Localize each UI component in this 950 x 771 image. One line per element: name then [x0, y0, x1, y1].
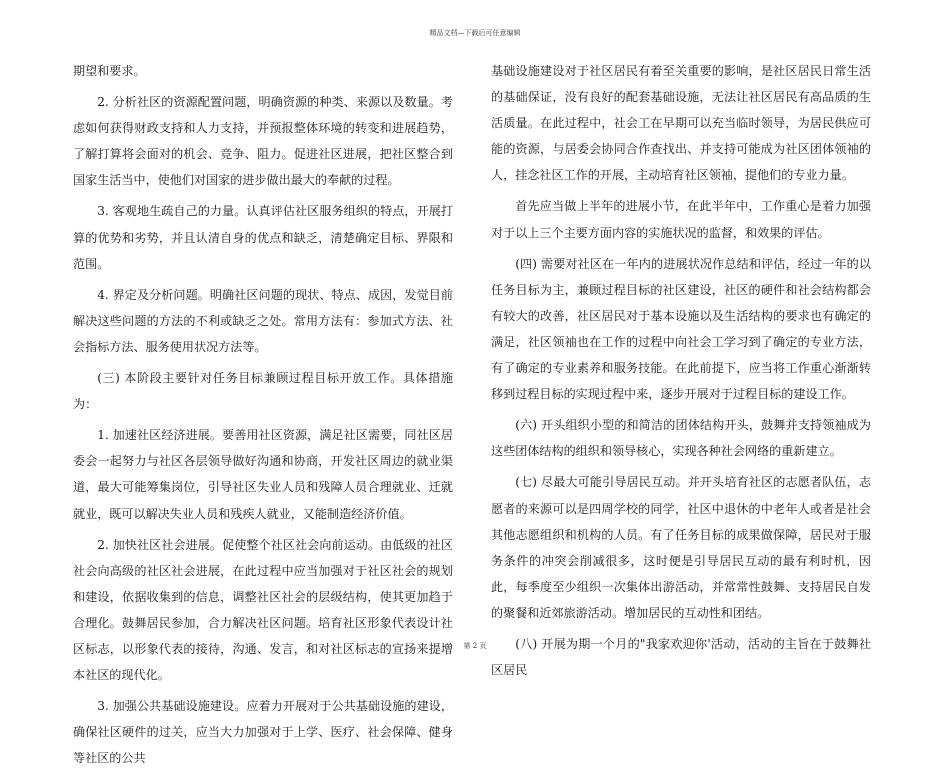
paragraph: (四) 需要对社区在一年内的进展状况作总结和评估，经过一年的以任务目标为主，兼顾过程目标的社区建设，社区的硬件和社会结构都会有较大的改善，社区居民对于基本设施以及生活结构的要求也有确定的满足，社区领袖也在工作的过程中向社会工学习到了确定的专业方法，有了确定的专业素养和服务技能。在此前提下，应当将工作重心渐渐转移到过程目标的实现过程中来，逐步开展对于过程目标的建设工作。: [491, 256, 871, 402]
paragraph: 期望和要求。: [73, 64, 146, 78]
paragraph: (六) 开头组织小型的和简洁的团体结构开头，鼓舞并支持领袖成为这些团体结构的组织和领导核心，实现各种社会网络的重新建立。: [491, 418, 871, 459]
paragraph: 2. 加快社区社会进展。促使整个社区社会向前运动。由低级的社区社会向高级的社区社会进展，在此过程中应当加强对于社区社会的规划和建设，依据收集到的信息，调整社区社会的层级结构，使其更加趋于合理化。鼓舞居民参加，合力解决社区问题。培育社区形象代表设计社区标志，以形象代表的接待，沟通、发言，和对社区标志的宣扬来提增本社区的现代化。: [73, 537, 453, 683]
paragraph: 首先应当做上半年的进展小节，在此半年中，工作重心是着力加强对于以上三个主要方面内容的实施状况的监督，和效果的评估。: [491, 199, 871, 240]
paragraph: 3. 加强公共基础设施建设。应着力开展对于公共基础设施的建设，确保社区硬件的过关，应当大力加强对于上学、医疗、社会保障、健身等社区的公共: [73, 699, 453, 766]
paragraph: 基础设施建设对于社区居民有着至关重要的影响，是社区居民日常生活的基础保证，没有良好的配套基础设施，无法让社区居民有高品质的生活质量。在此过程中，社会工在早期可以充当临时领导，为居民供应可能的资源，与居委会协同合作查找出、并支持可能成为社区团体领袖的人，挂念社区工作的开展，主动培育社区领袖，提他们的专业力量。: [491, 64, 871, 183]
paragraph: 2. 分析社区的资源配置问题，明确资源的种类、来源以及数量。考虑如何获得财政支持和人力支持，并预报整体环境的转变和进展趋势，了解打算将会面对的机会、竞争、阻力。促进社区进展，把社区整合到国家生活当中，使他们对国家的进步做出最大的奉献的过程。: [73, 95, 453, 188]
right-column: [491, 58, 871, 683]
left-column: [73, 58, 453, 771]
paragraph: 1. 加速社区经济进展。要善用社区资源，满足社区需要，同社区居委会一起努力与社区各层领导做好沟通和协商，开发社区周边的就业渠道，最大可能筹集岗位，引导社区失业人员和残障人员合理就业、迁就就业，既可以解决失业人员和残疾人就业，又能制造经济价值。: [73, 428, 453, 521]
paragraph: 4. 界定及分析问题。明确社区问题的现状、特点、成因，发觉目前解决这些问题的方法的不利或缺乏之处。常用方法有：参加式方法、社会指标方法、服务使用状况方法等。: [73, 287, 453, 354]
paragraph: 3. 客观地生疏自己的力量。认真评估社区服务组织的特点，开展打算的优势和劣势，并且认清自身的优点和缺乏，清楚确定目标、界限和范围。: [73, 204, 453, 271]
paragraph: (七) 尽最大可能引导居民互动。并开头培育社区的志愿者队伍，志愿者的来源可以是四周学校的同学，社区中退休的中老年人或者是社会其他志愿组织和机构的人员。有了任务目标的成果做保障，居民对于服务条件的冲突会削减很多，这时便是引导居民互动的最有利时机，因此，每季度至少组织一次集体出游活动，并常常性鼓舞、支持居民自发的聚餐和近郊旅游活动。增加居民的互动性和团结。: [491, 475, 871, 620]
paragraph: (八) 开展为期一个月的"我家欢迎你'活动，活动的主旨在于鼓舞社区居民: [491, 636, 871, 678]
page-header: 精品文档—下载后可任意编辑: [429, 29, 521, 37]
paragraph: (三) 本阶段主要针对任务目标兼顾过程目标开放工作。具体措施为：: [73, 371, 453, 412]
page-number: 第 2 页: [463, 642, 487, 650]
